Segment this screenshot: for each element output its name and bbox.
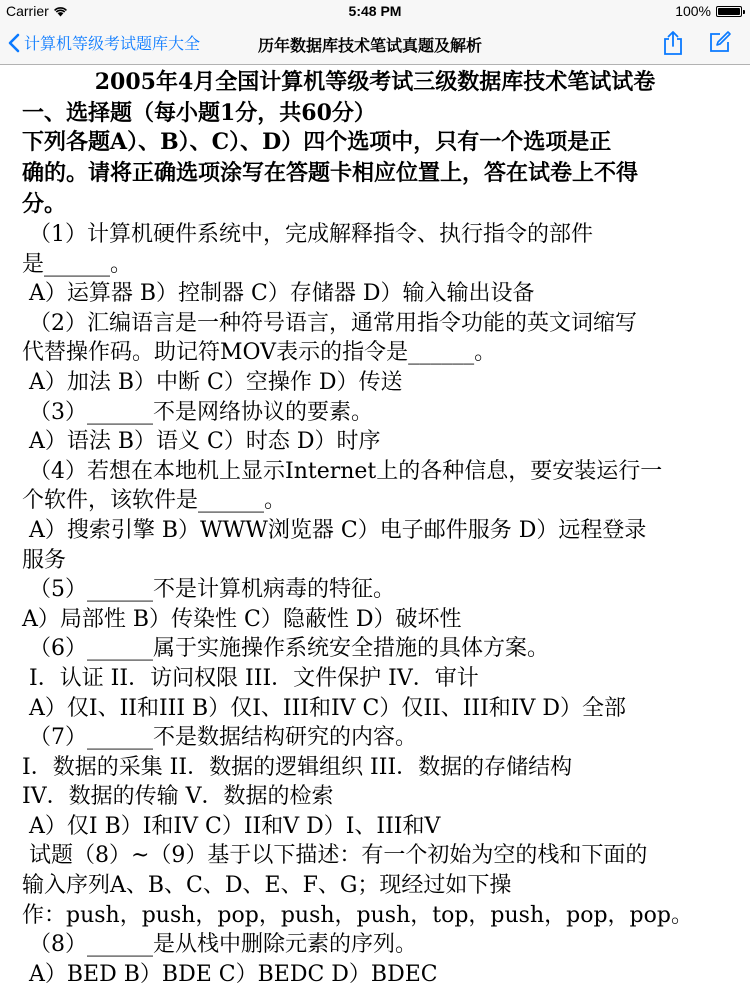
clock: 5:48 PM <box>348 3 402 19</box>
question-line: （4）若想在本地机上显示Internet上的各种信息，要安装运行一 <box>22 458 663 484</box>
answer-options: A）BED B）BDE C）BEDC D）BDEC <box>22 961 438 987</box>
question-line: （8）______是从栈中删除元素的序列。 <box>22 932 417 958</box>
question-line: 试题（8）~（9）基于以下描述：有一个初始为空的栈和下面的 <box>22 843 648 869</box>
battery-fill <box>718 8 740 15</box>
compose-icon[interactable] <box>708 30 732 54</box>
status-bar <box>0 0 750 22</box>
instruction-line: 下列各题A）、B）、C）、D）四个选项中，只有一个选项是正 <box>22 129 612 155</box>
question-line: 是______。 <box>22 251 133 277</box>
battery-indicator <box>675 3 742 19</box>
question-line: IV．数据的传输 V．数据的检索 <box>22 784 334 810</box>
answer-options: A）局部性 B）传染性 C）隐蔽性 D）破坏性 <box>22 606 462 632</box>
carrier-label: Carrier <box>6 3 49 19</box>
back-button-label: 计算机等级考试题库大全 <box>24 36 201 53</box>
question-line: （7）______不是数据结构研究的内容。 <box>22 725 417 751</box>
back-button[interactable] <box>8 31 200 54</box>
battery-icon <box>716 6 742 17</box>
instruction-line: 分。 <box>22 191 67 217</box>
question-line: 个软件，该软件是______。 <box>22 488 287 514</box>
share-icon[interactable] <box>662 30 684 56</box>
instruction-line: 确的。请将正确选项涂写在答题卡相应位置上，答在试卷上不得 <box>22 160 639 186</box>
document-content <box>0 65 750 989</box>
section-heading: 一、选择题（每小题1分，共60分） <box>22 100 376 126</box>
chevron-left-icon <box>8 33 20 53</box>
answer-options: A）仅I B）I和IV C）II和V D）I、III和V <box>22 813 441 839</box>
answer-options: A）运算器 B）控制器 C）存储器 D）输入输出设备 <box>22 281 535 307</box>
answer-options: A）加法 B）中断 C）空操作 D）传送 <box>22 369 403 395</box>
question-line: （1）计算机硬件系统中，完成解释指令、执行指令的部件 <box>22 222 593 247</box>
answer-options: A）语法 B）语义 C）时态 D）时序 <box>22 429 381 455</box>
document-title: 2005年4月全国计算机等级考试三级数据库技术笔试试卷 <box>94 69 656 95</box>
question-line: （6）______属于实施操作系统安全措施的具体方案。 <box>22 636 549 662</box>
question-line: （3）______不是网络协议的要素。 <box>22 399 373 425</box>
question-list <box>22 220 728 989</box>
navigation-bar <box>0 22 750 65</box>
toolbar-actions <box>662 30 732 56</box>
instructions <box>22 127 728 220</box>
question-line: I．数据的采集 II．数据的逻辑组织 III．数据的存储结构 <box>22 754 573 780</box>
question-line: （2）汇编语言是一种符号语言，通常用指令功能的英文词缩写 <box>22 310 637 336</box>
question-line: I．认证 II．访问权限 III．文件保护 IV．审计 <box>22 665 479 691</box>
answer-options: 服务 <box>22 547 67 573</box>
page-title: 历年数据库技术笔试真题及解析 <box>258 38 483 55</box>
battery-percent: 100% <box>675 3 711 19</box>
answer-options: A）搜索引擎 B）WWW浏览器 C）电子邮件服务 D）远程登录 <box>22 517 647 543</box>
question-line: 作：push，push，pop，push，push，top，push，pop，pop。 <box>22 902 693 928</box>
question-line: （5）______不是计算机病毒的特征。 <box>22 577 395 603</box>
question-line: 输入序列A、B、C、D、E、F、G；现经过如下操 <box>22 873 512 899</box>
answer-options: A）仅I、II和III B）仅I、III和IV C）仅II、III和IV D）全部 <box>22 695 627 721</box>
question-line: 代替操作码。助记符MOV表示的指令是______。 <box>22 340 497 366</box>
